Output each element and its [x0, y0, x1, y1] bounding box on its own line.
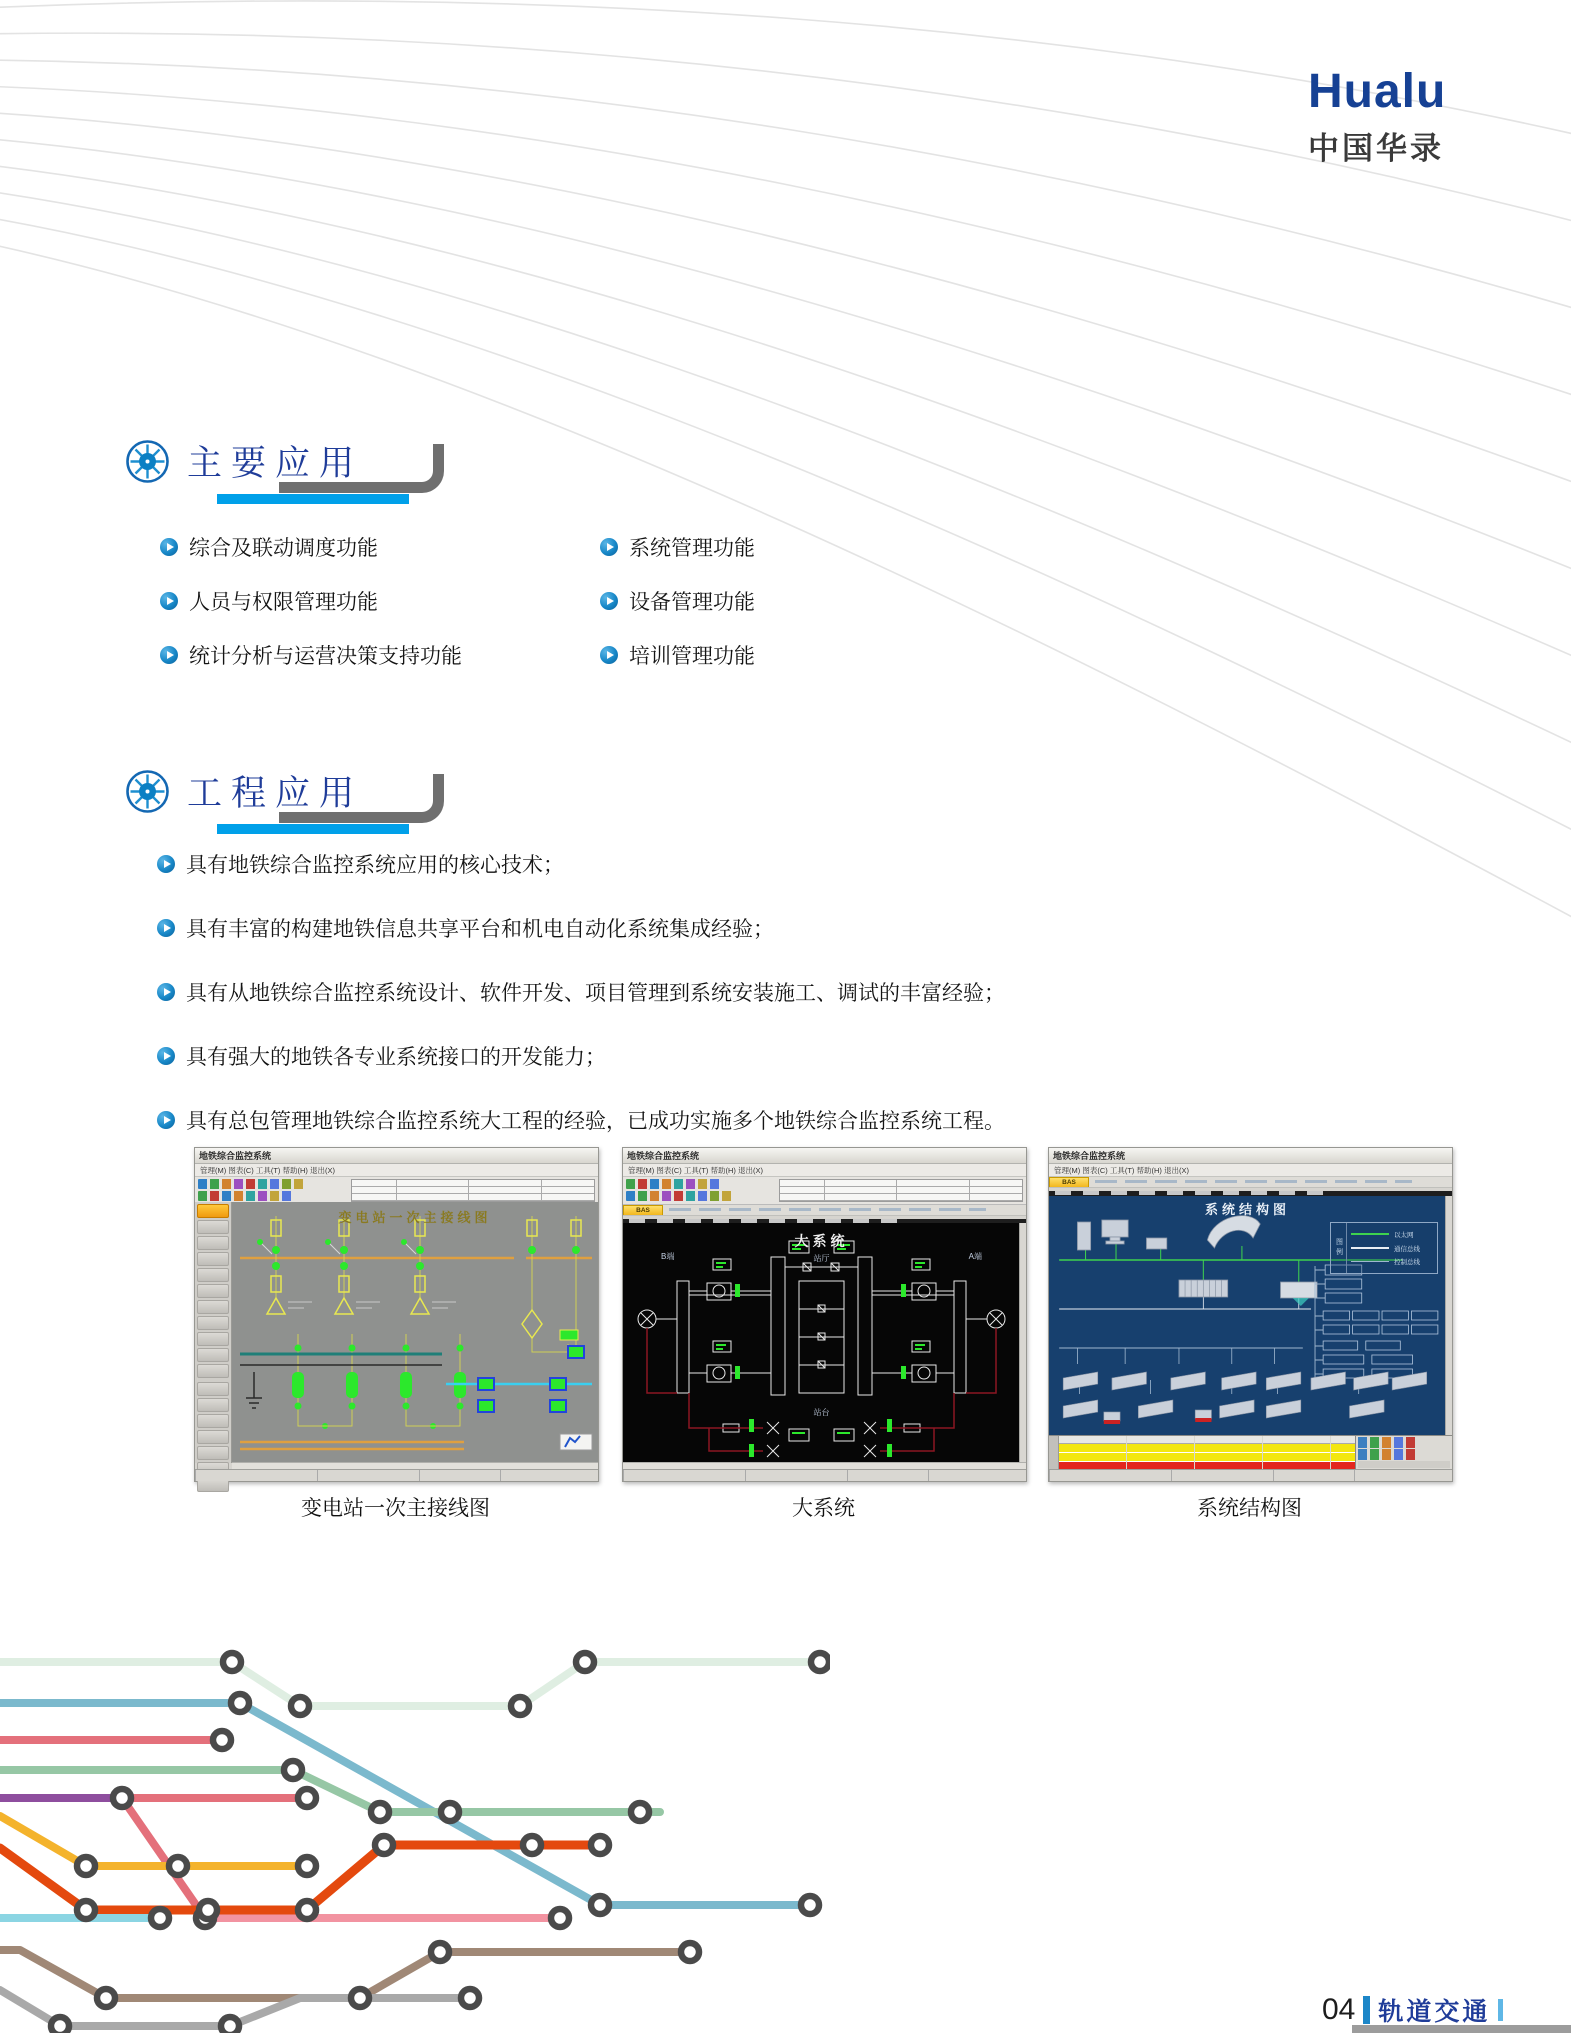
header-underline	[217, 824, 409, 834]
footer-accent-bar	[1363, 1996, 1370, 2024]
toolbar-icon-row	[198, 1191, 340, 1201]
list-item-label: 系统管理功能	[629, 537, 755, 560]
main-apps-column-left	[160, 532, 462, 670]
arrow-bullet-icon	[157, 855, 175, 873]
toolbox-icon-row	[1358, 1437, 1450, 1448]
arrow-bullet-icon	[160, 646, 178, 664]
toolbox-icon-row	[1358, 1449, 1450, 1460]
toolbar	[623, 1177, 1026, 1205]
label-hall: 站厅	[813, 1254, 830, 1263]
bigsystem-canvas	[623, 1223, 1020, 1463]
list-item-label: 培训管理功能	[629, 645, 755, 668]
arrow-bullet-icon	[157, 983, 175, 1001]
arrow-bullet-icon	[160, 538, 178, 556]
list-item	[600, 640, 755, 670]
logo-brand: Hualu	[1308, 65, 1447, 118]
list-item	[157, 849, 1005, 879]
ethernet-line-sample	[1351, 1233, 1389, 1235]
event-table	[351, 1179, 595, 1202]
breadcrumb-strip	[663, 1205, 1026, 1215]
comm-bus-line-sample	[1351, 1247, 1389, 1249]
toolbar-icon-row	[198, 1179, 340, 1189]
arrow-bullet-icon	[157, 1047, 175, 1065]
legend-item: 以太网	[1351, 1230, 1433, 1239]
alarm-table-header	[1059, 1436, 1355, 1444]
status-bar	[195, 1469, 598, 1481]
status-bar	[623, 1469, 1026, 1481]
section-main-apps-header	[124, 436, 527, 508]
subsystem-tab-row	[623, 1205, 1026, 1216]
event-table	[779, 1179, 1023, 1202]
arrow-bullet-icon	[157, 1111, 175, 1129]
alarm-table	[1049, 1436, 1355, 1470]
arrow-bullet-icon	[600, 592, 618, 610]
main-apps-column-right	[600, 532, 755, 670]
ctrl-bus-line-sample	[1351, 1261, 1389, 1262]
one-line-diagram	[232, 1202, 598, 1463]
alarm-panel	[1049, 1435, 1452, 1470]
page-footer	[1322, 1992, 1503, 2028]
list-item-label: 人员与权限管理功能	[189, 591, 378, 614]
label-a-end: A端	[968, 1252, 982, 1261]
toolbar-icon-row	[626, 1179, 768, 1189]
screenshot-structure-window	[1048, 1147, 1453, 1482]
legend-item: 通信总线	[1351, 1244, 1433, 1253]
structure-canvas	[1049, 1196, 1446, 1437]
subsystem-tab-row	[1049, 1177, 1452, 1188]
section-eng-apps-header	[124, 766, 527, 838]
list-item-label: 设备管理功能	[629, 591, 755, 614]
menu-bar: 管理(M) 图表(C) 工具(T) 帮助(H) 退出(X)	[195, 1164, 598, 1177]
diagram-title: 变电站一次主接线图	[338, 1210, 492, 1225]
sidebar-buttons	[195, 1202, 232, 1463]
legend-box	[1330, 1222, 1438, 1274]
legend-title: 图例	[1331, 1223, 1347, 1273]
list-item	[160, 640, 462, 670]
window-titlebar: 地铁综合监控系统	[1049, 1148, 1452, 1164]
section-title: 工程应用	[187, 774, 364, 813]
mini-toolbox	[1355, 1436, 1452, 1470]
caption-bigsystem: 大系统	[792, 1497, 855, 1520]
diagram-title: 大系统	[794, 1233, 849, 1249]
menu-bar: 管理(M) 图表(C) 工具(T) 帮助(H) 退出(X)	[623, 1164, 1026, 1177]
window-titlebar: 地铁综合监控系统	[195, 1148, 598, 1164]
page-number: 04	[1322, 1993, 1356, 2026]
list-item	[157, 977, 1005, 1007]
label-b-end: B端	[661, 1252, 675, 1261]
breadcrumb-strip	[1089, 1177, 1452, 1187]
screenshot-substation-window	[194, 1147, 599, 1482]
eng-apps-list	[157, 849, 1005, 1135]
arrow-bullet-icon	[157, 919, 175, 937]
list-item-label: 综合及联动调度功能	[189, 537, 378, 560]
list-item-label: 具有丰富的构建地铁信息共享平台和机电自动化系统集成经验；	[186, 918, 774, 941]
list-item-label: 具有从地铁综合监控系统设计、软件开发、项目管理到系统安装施工、调试的丰富经验；	[186, 982, 1005, 1005]
logo	[1308, 65, 1447, 168]
legend-item: 控制总线	[1351, 1257, 1433, 1266]
tab-bas: BAS	[1049, 1177, 1089, 1187]
arrow-bullet-icon	[600, 538, 618, 556]
footer-accent-bar-light	[1498, 1999, 1503, 2021]
label-platform: 站台	[813, 1408, 830, 1417]
menu-bar: 管理(M) 图表(C) 工具(T) 帮助(H) 退出(X)	[1049, 1164, 1452, 1177]
list-item	[157, 1105, 1005, 1135]
wheel-icon	[124, 768, 171, 815]
screenshot-bigsystem-window	[622, 1147, 1027, 1482]
vertical-scrollbar	[1019, 1223, 1026, 1463]
alarm-row-yellow	[1059, 1453, 1355, 1462]
metro-map-decor	[0, 1630, 830, 2033]
header-underline	[217, 494, 409, 504]
footer-section-label: 轨道交通	[1378, 1998, 1491, 2026]
list-item-label: 具有强大的地铁各专业系统接口的开发能力；	[186, 1046, 606, 1069]
diagram-title: 系统结构图	[1204, 1202, 1290, 1217]
sidebar-button-active	[197, 1204, 229, 1218]
toolbar-icons	[195, 1177, 348, 1204]
tab-bas: BAS	[623, 1205, 663, 1215]
section-title: 主要应用	[187, 444, 364, 483]
list-item-label: 具有总包管理地铁综合监控系统大工程的经验，已成功实施多个地铁综合监控系统工程。	[186, 1110, 1005, 1133]
alarm-row-yellow	[1059, 1444, 1355, 1453]
vertical-scrollbar	[1445, 1196, 1452, 1437]
arrow-bullet-icon	[160, 592, 178, 610]
window-titlebar: 地铁综合监控系统	[623, 1148, 1026, 1164]
arrow-bullet-icon	[600, 646, 618, 664]
list-item	[160, 586, 462, 616]
logo-company: 中国华录	[1308, 131, 1444, 166]
toolbar-icon-row	[626, 1191, 768, 1201]
wheel-icon	[124, 438, 171, 485]
list-item-label: 具有地铁综合监控系统应用的核心技术；	[186, 854, 564, 877]
toolbar-icons	[623, 1177, 776, 1204]
list-item	[600, 586, 755, 616]
status-bar	[1049, 1469, 1452, 1481]
list-item	[160, 532, 462, 562]
toolbar	[195, 1177, 598, 1205]
list-item	[157, 913, 1005, 943]
substation-diagram-canvas	[232, 1202, 598, 1463]
list-item	[600, 532, 755, 562]
list-item-label: 统计分析与运营决策支持功能	[189, 645, 462, 668]
toolbox-status	[1358, 1461, 1450, 1468]
caption-substation: 变电站一次主接线图	[301, 1497, 490, 1520]
list-item	[157, 1041, 1005, 1071]
caption-structure: 系统结构图	[1197, 1497, 1302, 1520]
